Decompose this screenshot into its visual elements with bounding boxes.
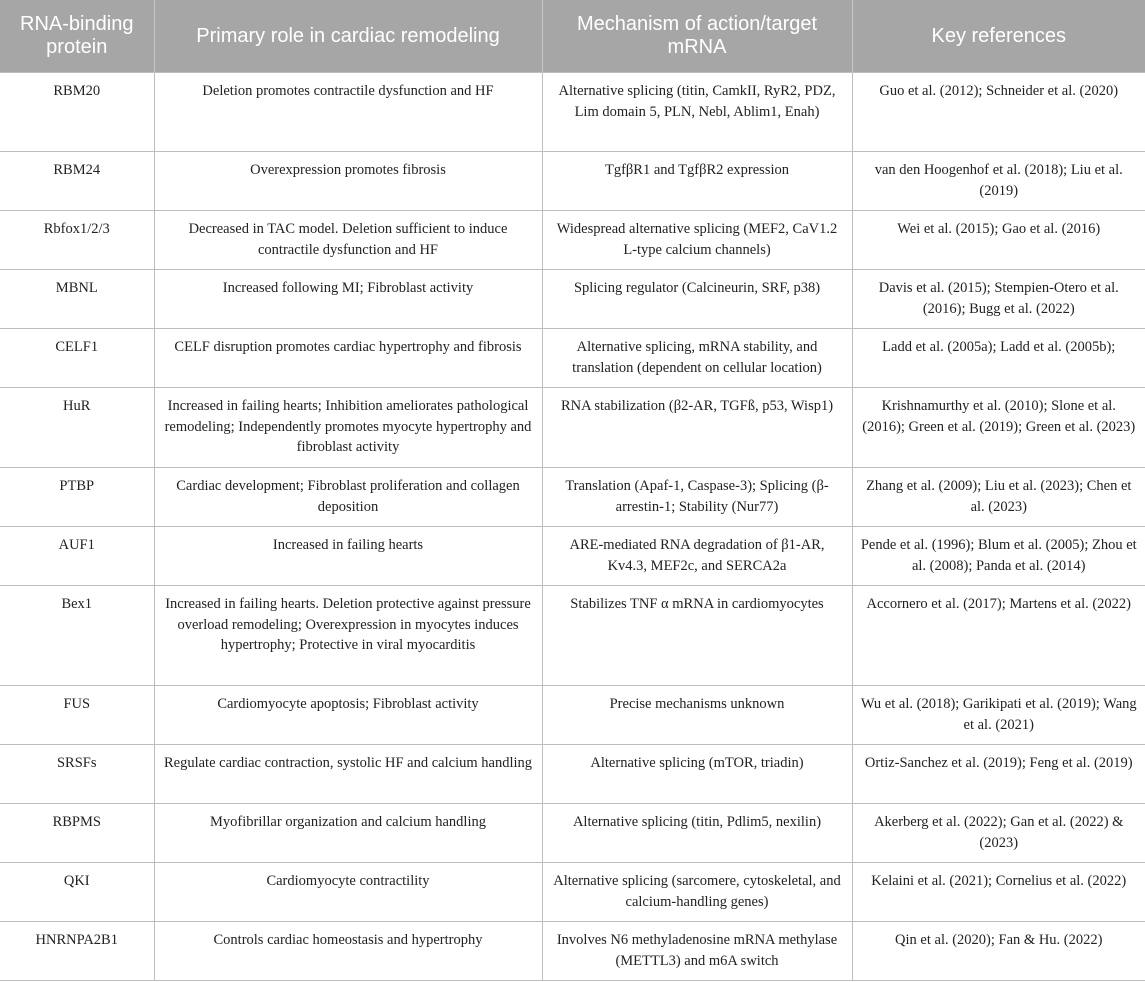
- table-row: [0, 388, 1145, 468]
- cell-references: Ladd et al. (2005a); Ladd et al. (2005b);: [852, 329, 1145, 388]
- cell-role: Cardiomyocyte contractility: [154, 863, 542, 922]
- cell-mechanism: Alternative splicing (mTOR, triadin): [542, 745, 852, 804]
- table-row: [0, 686, 1145, 745]
- cell-role: Deletion promotes contractile dysfunction and HF: [154, 73, 542, 152]
- table-row: [0, 152, 1145, 211]
- cell-role: Increased in failing hearts; Inhibition ameliorates pathological remodeling; Independently promotes myocyte hypertrophy and fibroblast activity: [154, 388, 542, 468]
- cell-role: Increased following MI; Fibroblast activity: [154, 270, 542, 329]
- cell-protein: AUF1: [0, 527, 154, 586]
- table-header: [0, 0, 1145, 73]
- cell-references: Kelaini et al. (2021); Cornelius et al. (2022): [852, 863, 1145, 922]
- cell-mechanism: Alternative splicing (titin, Pdlim5, nexilin): [542, 804, 852, 863]
- cell-references: Wei et al. (2015); Gao et al. (2016): [852, 211, 1145, 270]
- cell-role: Cardiomyocyte apoptosis; Fibroblast activity: [154, 686, 542, 745]
- cell-protein: HuR: [0, 388, 154, 468]
- cell-mechanism: Alternative splicing (titin, CamkII, RyR2, PDZ, Lim domain 5, PLN, Nebl, Ablim1, Enah): [542, 73, 852, 152]
- cell-references: van den Hoogenhof et al. (2018); Liu et al. (2019): [852, 152, 1145, 211]
- cell-references: Akerberg et al. (2022); Gan et al. (2022) & (2023): [852, 804, 1145, 863]
- cell-role: Decreased in TAC model. Deletion sufficient to induce contractile dysfunction and HF: [154, 211, 542, 270]
- cell-mechanism: Translation (Apaf-1, Caspase-3); Splicing (β-arrestin-1; Stability (Nur77): [542, 468, 852, 527]
- cell-role: Controls cardiac homeostasis and hypertrophy: [154, 922, 542, 981]
- table-row: [0, 468, 1145, 527]
- cell-references: Accornero et al. (2017); Martens et al. (2022): [852, 586, 1145, 686]
- cell-protein: Rbfox1/2/3: [0, 211, 154, 270]
- cell-protein: PTBP: [0, 468, 154, 527]
- cell-mechanism: TgfβR1 and TgfβR2 expression: [542, 152, 852, 211]
- cell-mechanism: RNA stabilization (β2-AR, TGFß, p53, Wisp1): [542, 388, 852, 468]
- cell-role: Regulate cardiac contraction, systolic HF and calcium handling: [154, 745, 542, 804]
- cell-references: Ortiz-Sanchez et al. (2019); Feng et al. (2019): [852, 745, 1145, 804]
- cell-role: Cardiac development; Fibroblast proliferation and collagen deposition: [154, 468, 542, 527]
- cell-references: Krishnamurthy et al. (2010); Slone et al. (2016); Green et al. (2019); Green et al. (2023): [852, 388, 1145, 468]
- header-mechanism: Mechanism of action/target mRNA: [542, 0, 852, 73]
- cell-protein: RBM24: [0, 152, 154, 211]
- table-row: [0, 211, 1145, 270]
- header-references: Key references: [852, 0, 1145, 73]
- cell-mechanism: Alternative splicing (sarcomere, cytoskeletal, and calcium-handling genes): [542, 863, 852, 922]
- cell-mechanism: Splicing regulator (Calcineurin, SRF, p38): [542, 270, 852, 329]
- cell-role: Increased in failing hearts. Deletion protective against pressure overload remodeling; Overexpression in myocytes induces hypertrophy; Protective in viral myocarditis: [154, 586, 542, 686]
- cell-role: Increased in failing hearts: [154, 527, 542, 586]
- table-row: [0, 745, 1145, 804]
- header-protein: RNA-binding protein: [0, 0, 154, 73]
- cell-mechanism: ARE-mediated RNA degradation of β1-AR, Kv4.3, MEF2c, and SERCA2a: [542, 527, 852, 586]
- cell-mechanism: Widespread alternative splicing (MEF2, CaV1.2 L-type calcium channels): [542, 211, 852, 270]
- cell-mechanism: Alternative splicing, mRNA stability, and translation (dependent on cellular location): [542, 329, 852, 388]
- cell-protein: SRSFs: [0, 745, 154, 804]
- cell-protein: FUS: [0, 686, 154, 745]
- cell-references: Davis et al. (2015); Stempien-Otero et al. (2016); Bugg et al. (2022): [852, 270, 1145, 329]
- cell-role: CELF disruption promotes cardiac hypertrophy and fibrosis: [154, 329, 542, 388]
- cell-references: Wu et al. (2018); Garikipati et al. (2019); Wang et al. (2021): [852, 686, 1145, 745]
- cell-protein: MBNL: [0, 270, 154, 329]
- cell-mechanism: Precise mechanisms unknown: [542, 686, 852, 745]
- cell-references: Pende et al. (1996); Blum et al. (2005); Zhou et al. (2008); Panda et al. (2014): [852, 527, 1145, 586]
- cell-protein: RBPMS: [0, 804, 154, 863]
- cell-protein: RBM20: [0, 73, 154, 152]
- table-row: [0, 527, 1145, 586]
- cell-protein: HNRNPA2B1: [0, 922, 154, 981]
- cell-references: Zhang et al. (2009); Liu et al. (2023); Chen et al. (2023): [852, 468, 1145, 527]
- cell-references: Guo et al. (2012); Schneider et al. (2020): [852, 73, 1145, 152]
- cell-protein: CELF1: [0, 329, 154, 388]
- cell-mechanism: Stabilizes TNF α mRNA in cardiomyocytes: [542, 586, 852, 686]
- cell-protein: QKI: [0, 863, 154, 922]
- table-row: [0, 329, 1145, 388]
- cell-role: Overexpression promotes fibrosis: [154, 152, 542, 211]
- table-row: [0, 73, 1145, 152]
- cell-role: Myofibrillar organization and calcium handling: [154, 804, 542, 863]
- table-row: [0, 586, 1145, 686]
- table-row: [0, 863, 1145, 922]
- header-role: Primary role in cardiac remodeling: [154, 0, 542, 73]
- table-row: [0, 804, 1145, 863]
- table-row: [0, 270, 1145, 329]
- table-row: [0, 922, 1145, 981]
- header-row: [0, 0, 1145, 73]
- cell-protein: Bex1: [0, 586, 154, 686]
- table-body: [0, 73, 1145, 981]
- cell-references: Qin et al. (2020); Fan & Hu. (2022): [852, 922, 1145, 981]
- cell-mechanism: Involves N6 methyladenosine mRNA methylase (METTL3) and m6A switch: [542, 922, 852, 981]
